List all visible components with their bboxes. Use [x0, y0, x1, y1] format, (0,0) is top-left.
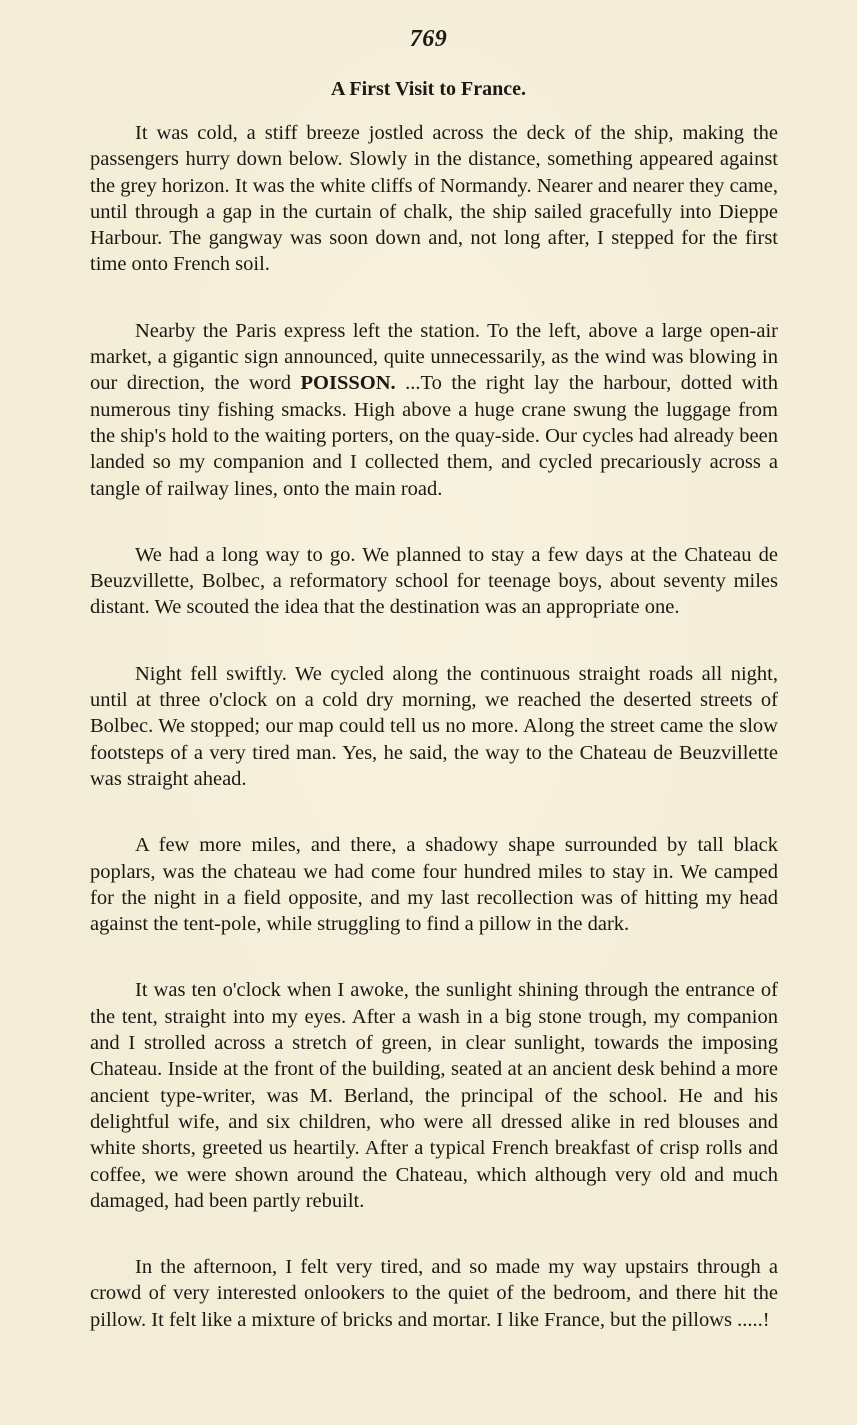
paragraph-arrival: It was cold, a stiff breeze jostled across the deck of the ship, making the passengers hurry down below. Slowly in the distance, something appeared against the grey horizon. It was the white cliffs of Normandy. Nearer and nearer they came, until through a gap in the curtain of chalk, the ship sailed gracefully into Dieppe Harbour. The gangway was soon down and, not long after, I stepped for the first time onto French soil.: [90, 122, 778, 276]
paragraph-dieppe-harbour: [90, 318, 778, 502]
article-body: [90, 120, 778, 1373]
article-title: A First Visit to France.: [331, 78, 526, 100]
paragraph-text-after: ...To the right lay the harbour, dotted with numerous tiny fishing smacks. High above a huge crane swung the luggage from the ship's hold to the waiting porters, on the quay-side. Our cycles had already been landed so my companion and I collected them, and cycled precariously across a tangle of railway lines, onto the main road.: [90, 372, 778, 500]
page-number: 769: [409, 26, 448, 52]
paragraph-chateau-arrival: A few more miles, and there, a shadowy shape surrounded by tall black poplars, was the chateau we had come four hundred miles to stay in. We camped for the night in a field opposite, and my last recollection was of hitting my head against the tent-pole, while struggling to find a pillow in the dark.: [90, 834, 778, 936]
paragraph-journey-plan: We had a long way to go. We planned to stay a few days at the Chateau de Beuzvillette, Bolbec, a reformatory school for teenage boys, about seventy miles distant. We scouted the idea that the destination was an appropriate one.: [90, 543, 778, 619]
paragraph-afternoon: In the afternoon, I felt very tired, and so made my way upstairs through a crowd of very interested onlookers to the quiet of the bedroom, and there hit the pillow. It felt like a mixture of bricks and mortar. I like France, but the pillows .....!: [90, 1256, 778, 1331]
paragraph-night-ride: Night fell swiftly. We cycled along the continuous straight roads all night, until at three o'clock on a cold dry morning, we reached the deserted streets of Bolbec. We stopped; our map could tell us no more. Along the street came the slow footsteps of a very tired man. Yes, he said, the way to the Chateau de Beuzvillette was straight ahead.: [90, 662, 778, 790]
poisson-sign-text: POISSON.: [300, 372, 396, 395]
paragraph-morning-visit: It was ten o'clock when I awoke, the sunlight shining through the entrance of the tent, straight into my eyes. After a wash in a big stone trough, my companion and I strolled across a stretch of green, in clear sunlight, towards the imposing Chateau. Inside at the front of the building, seated at an ancient desk behind a more ancient type-writer, was M. Berland, the principal of the school. He and his delightful wife, and six children, who were all dressed alike in red blouses and white shorts, greeted us heartily. After a typical French breakfast of crisp rolls and coffee, we were shown around the Chateau, which although very old and much damaged, had been partly rebuilt.: [90, 979, 778, 1212]
paragraph-text-before: Nearby the Paris express left the station. To the left, above a large open-air market, a gigantic sign announced, quite unnecessarily, as the wind was blowing in our direction, the word: [90, 319, 778, 395]
